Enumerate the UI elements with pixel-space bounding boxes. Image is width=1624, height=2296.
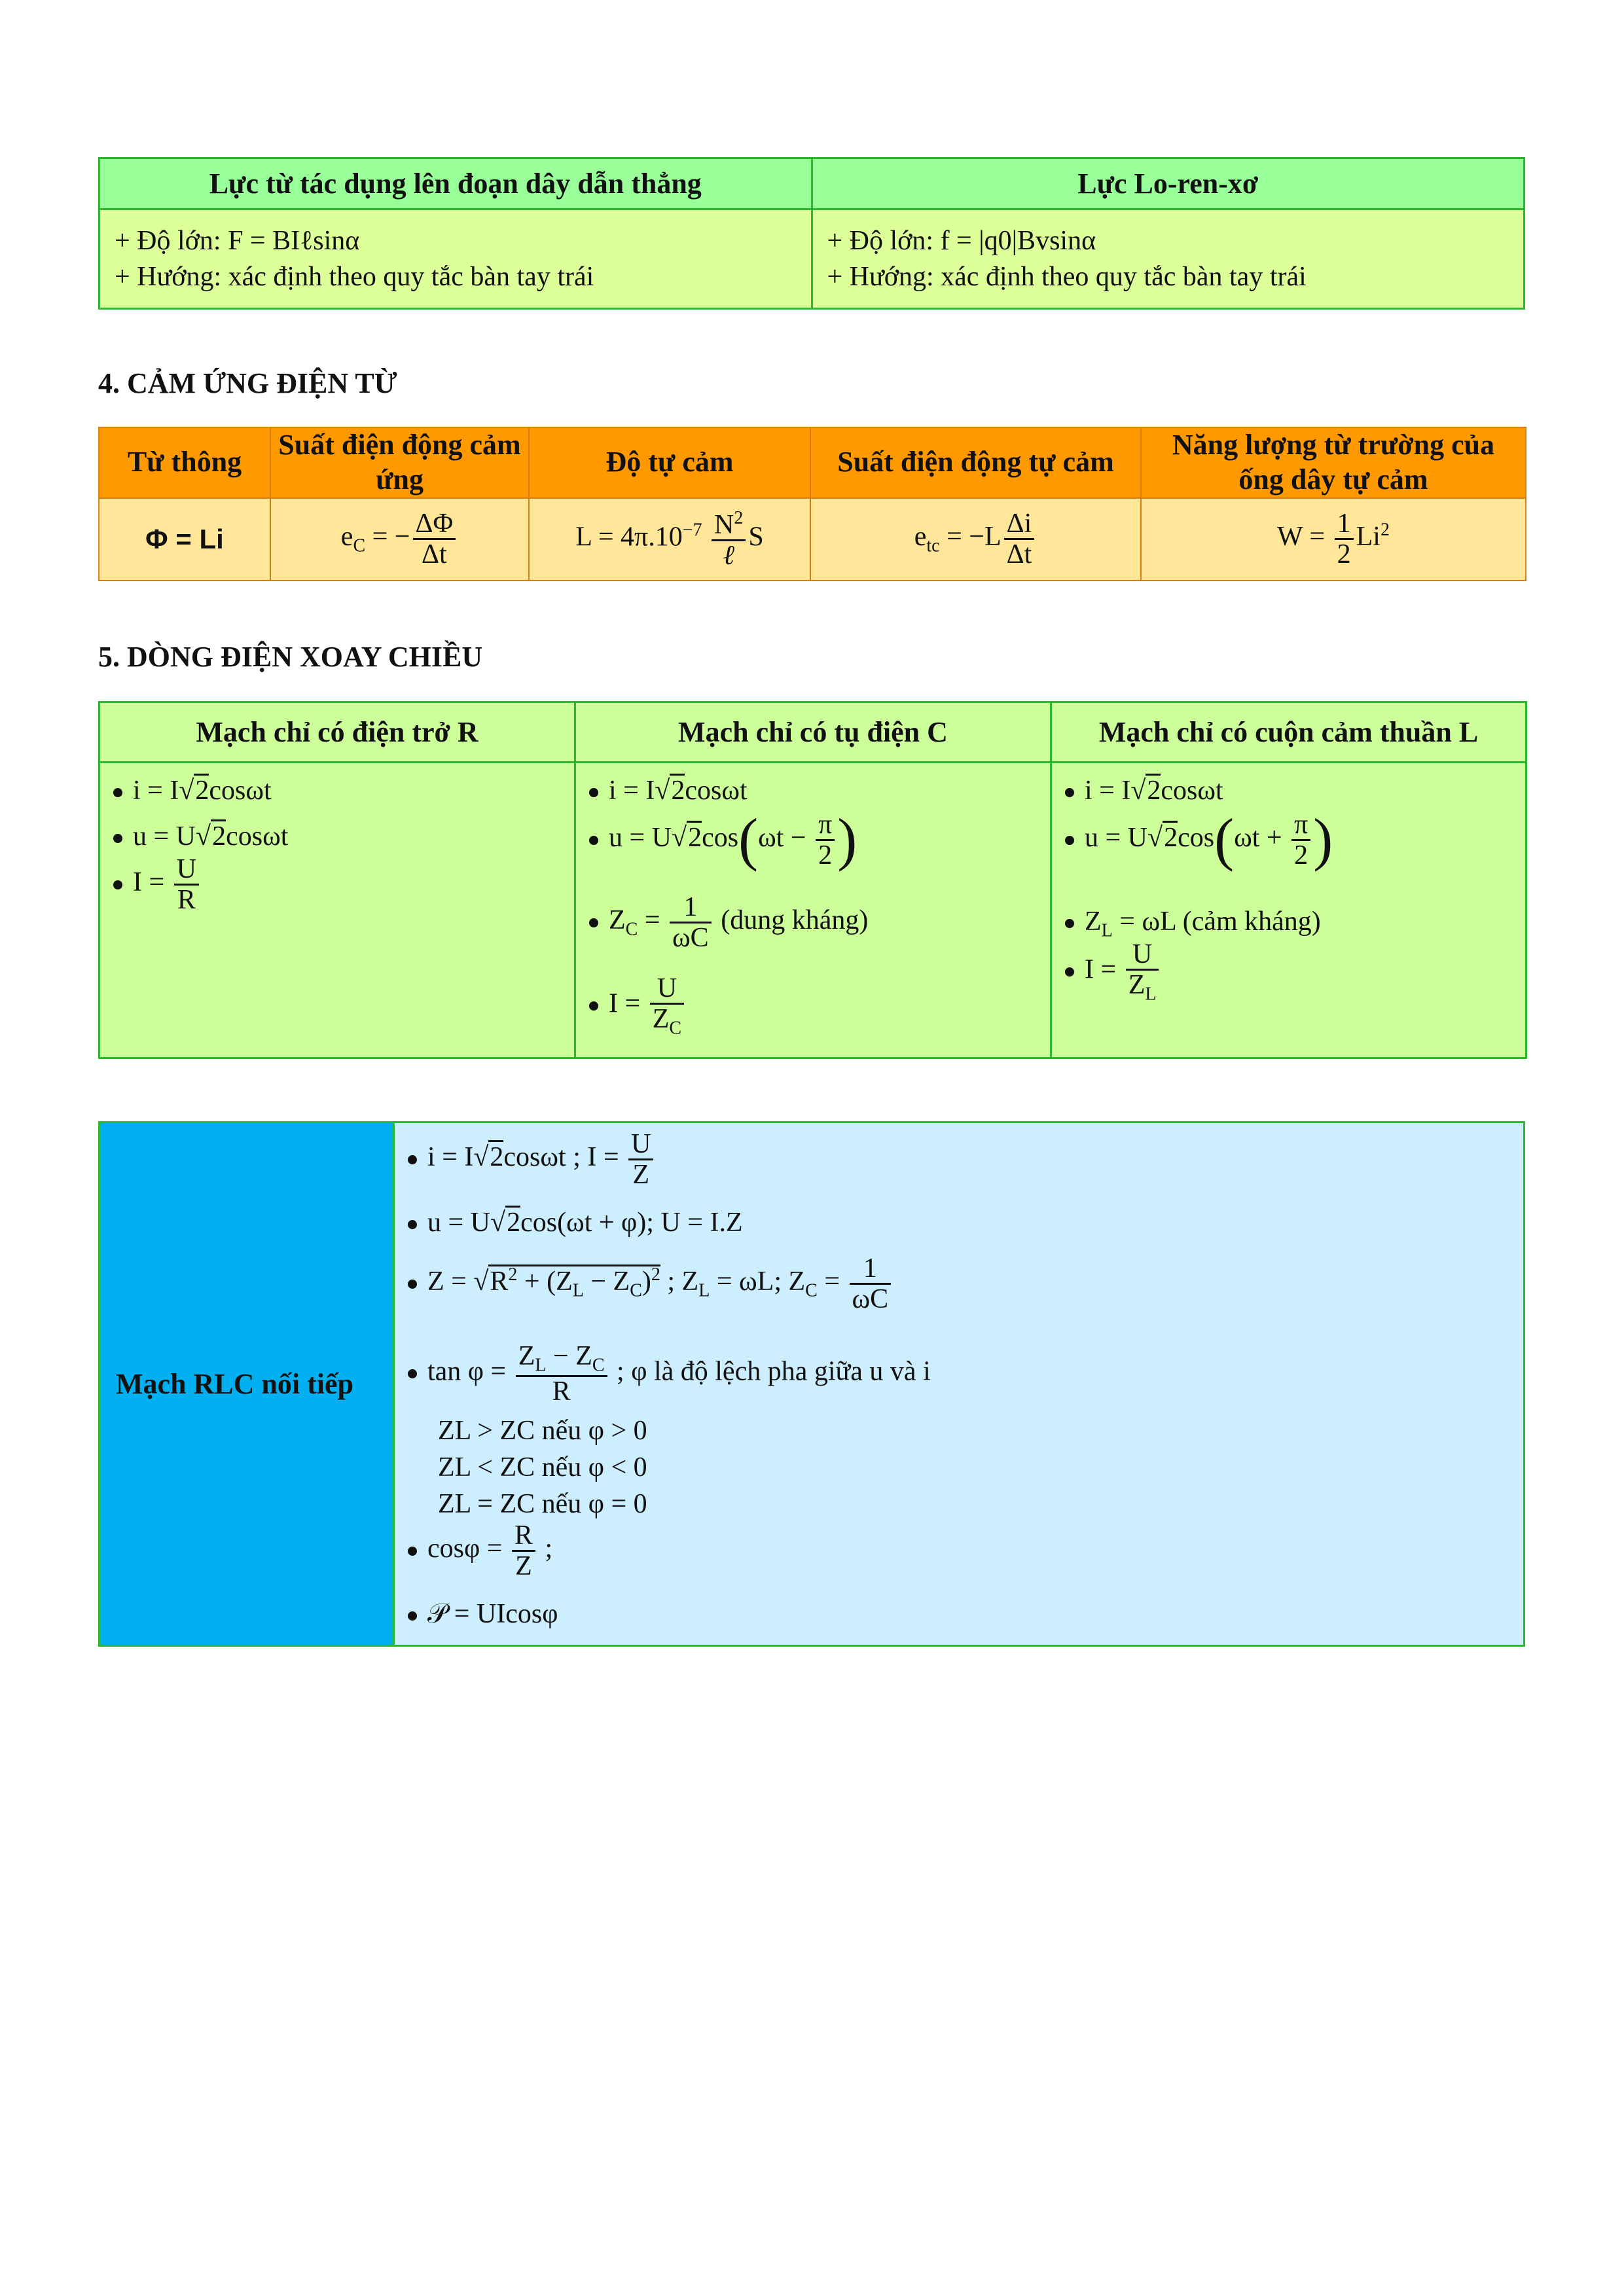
header-self-induced-emf: Suất điện động tự cảm	[810, 427, 1141, 498]
capacitor-reactance-label: (dung kháng)	[721, 905, 869, 936]
rlc-power-factor: cosφ = $\frac{R}{Z}$ ;	[408, 1521, 552, 1581]
rlc-power-text: 𝒫 = UIcosφ	[427, 1599, 558, 1629]
lorentz-force-cell	[812, 209, 1525, 309]
rlc-phase-note: ; φ là độ lệch pha giữa u và i	[617, 1356, 931, 1387]
capacitor-reactance: $Z_C$ = $\frac{1}{\omega C}$ (dung kháng)	[589, 893, 868, 952]
lorentz-force-magnitude: + Độ lớn: f = |q0|Bvsinα	[827, 225, 1096, 256]
header-magnetic-energy: Năng lượng từ trường của ống dây tự cảm	[1141, 427, 1526, 498]
rlc-label: Mạch RLC nối tiếp	[99, 1122, 394, 1646]
induction-table	[98, 427, 1526, 581]
section4-title: 4. CẢM ỨNG ĐIỆN TỪ	[98, 367, 397, 399]
rlc-impedance: $Z = √R^2 + (Z_L - Z_C)^2$ ; $Z_L = \omega L$; $Z_C$ = $\frac{1}{\omega C}$	[408, 1254, 893, 1314]
header-inductance: Độ tự cảm	[529, 427, 810, 498]
header-inductor-circuit: Mạch chỉ có cuộn cảm thuần L	[1051, 702, 1526, 762]
energy-formula: W = $\frac{1}{2}$ Li$^2$	[1141, 498, 1526, 581]
rlc-power	[408, 1598, 558, 1630]
capacitor-current: i = I√2cosωt	[589, 775, 748, 806]
inductor-cell	[1051, 762, 1526, 1058]
rlc-current: i = I√2cosωt ; I = $\frac{U}{Z}$	[408, 1130, 656, 1189]
capacitor-ohm: I = $\frac{U}{Z_C}$	[589, 974, 687, 1038]
wire-force-magnitude: + Độ lớn: F = BIℓsinα	[115, 225, 360, 256]
force-table	[98, 157, 1525, 310]
resistor-current: i = I√2cosωt	[113, 775, 272, 806]
flux-formula: Φ = Li	[99, 498, 270, 581]
inductor-current: i = I√2cosωt	[1065, 775, 1223, 806]
lorentz-force-direction: + Hướng: xác định theo quy tắc bàn tay trái	[827, 261, 1307, 292]
induced-emf-formula: $e_C$ = − $\frac{\Delta\Phi}{\Delta t}$	[270, 498, 529, 581]
wire-force-cell	[99, 209, 812, 309]
header-wire-force: Lực từ tác dụng lên đoạn dây dẫn thẳng	[99, 158, 812, 209]
resistor-cell	[99, 762, 575, 1058]
resistor-ohm: I = $\frac{U}{R}$	[113, 855, 202, 914]
capacitor-cell	[575, 762, 1051, 1058]
header-induced-emf: Suất điện động cảm ứng	[270, 427, 529, 498]
inductor-reactance: $Z_L = \omega L$ (cảm kháng)	[1065, 906, 1321, 941]
rlc-condition-1: ZL > ZC nếu φ > 0	[438, 1416, 647, 1446]
inductor-ohm: I = $\frac{U}{Z_L}$	[1065, 940, 1161, 1004]
rlc-formulas-cell	[394, 1122, 1525, 1646]
rlc-table	[98, 1121, 1525, 1647]
inductance-formula: $L = 4\pi.10^{-7}$ $\frac{N^2}{\text{ℓ}}$ S	[529, 498, 810, 581]
wire-force-direction: + Hướng: xác định theo quy tắc bàn tay trái	[115, 261, 594, 292]
inductor-voltage: u = U√2cos(ωt + $\frac{\pi}{2}$ )	[1065, 810, 1333, 870]
rlc-condition-3: ZL = ZC nếu φ = 0	[438, 1489, 647, 1519]
rlc-voltage: u = U√2cos(ωt + φ); U = I.Z	[408, 1207, 743, 1238]
self-emf-formula: $e_{tc} = -L$ $\frac{\Delta i}{\Delta t}$	[810, 498, 1141, 581]
header-flux: Từ thông	[99, 427, 270, 498]
capacitor-voltage: u = U√2cos(ωt − $\frac{\pi}{2}$ )	[589, 810, 857, 870]
header-resistor-circuit: Mạch chỉ có điện trở R	[99, 702, 575, 762]
header-lorentz-force: Lực Lo-ren-xơ	[812, 158, 1525, 209]
inductor-reactance-label: (cảm kháng)	[1182, 906, 1321, 937]
rlc-condition-2: ZL < ZC nếu φ < 0	[438, 1452, 647, 1482]
header-capacitor-circuit: Mạch chỉ có tụ điện C	[575, 702, 1051, 762]
ac-circuits-table	[98, 701, 1527, 1059]
section5-title: 5. DÒNG ĐIỆN XOAY CHIỀU	[98, 641, 483, 673]
rlc-tan-phi: tan φ = $\frac{Z_L - Z_C}{R}$ ; φ là độ lệch pha giữa u và i	[408, 1342, 931, 1406]
resistor-voltage: u = U√2cosωt	[113, 821, 288, 852]
